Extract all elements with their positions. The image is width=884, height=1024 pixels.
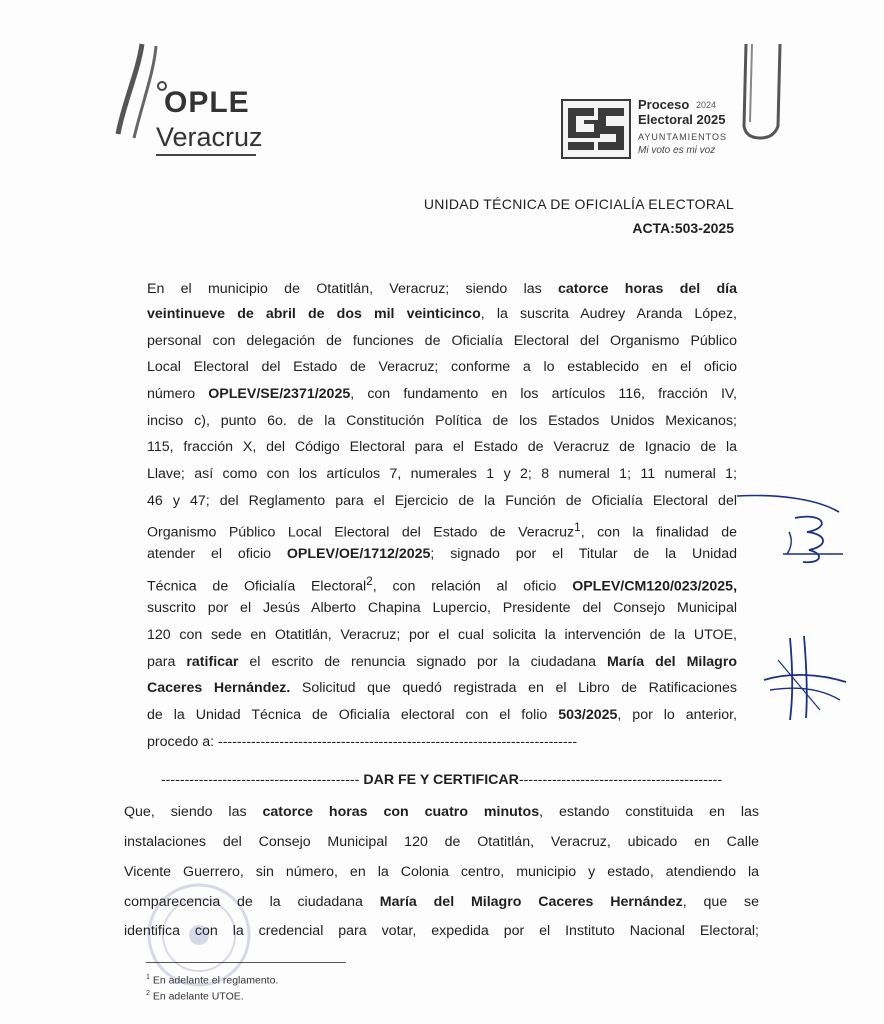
footnote-1: $^1$ En adelante el reglamento. <box>146 974 279 987</box>
ople-logo-text: OPLE <box>164 86 250 119</box>
body-line: 46 y 47; del Reglamento para el Ejercicio de la Función de Oficialía Electoral del <box>147 493 737 509</box>
body-line: En el municipio de Otatitlán, Veracruz; siendo las catorce horas del día <box>147 281 737 297</box>
body-line: instalaciones del Consejo Municipal 120 de Otatitlán, Veracruz, ubicado en Calle <box>124 834 759 850</box>
body-line: comparecencia de la ciudadana María del Milagro Caceres Hernández, que se <box>124 894 760 910</box>
unit-title: UNIDAD TÉCNICA DE OFICIALÍA ELECTORAL <box>423 196 734 212</box>
signature-mark-icon <box>735 488 845 578</box>
body-line: atender el oficio OPLEV/OE/1712/2025; signado por el Titular de la Unidad <box>147 546 738 562</box>
body-line: número OPLEV/SE/2371/2025, con fundamento en los artículos 116, fracción IV, <box>147 386 738 402</box>
body-line: 120 con sede en Otatitlán, Veracruz; por el cual solicita la intervención de la UTOE, <box>147 627 737 643</box>
body-line: Llave; así como con los artículos 7, numerales 1 y 2; 8 numeral 1; 11 numeral 1; <box>147 466 737 482</box>
body-line: Técnica de Oficialía Electoral$^2$, con relación al oficio OPLEV/CM120/023/2025, <box>147 574 738 595</box>
logo-slogan-text: Mi voto es mi voz <box>638 145 716 156</box>
body-line: Local Electoral del Estado de Veracruz; conforme a lo establecido en el oficio <box>147 359 737 375</box>
veracruz-logo-text: Veracruz <box>156 122 263 152</box>
logo-electoral-text: Electoral 2025 <box>638 112 726 127</box>
body-line: Organismo Público Local Electoral del Estado de Veracruz$^1$, con la finalidad de <box>147 520 737 541</box>
body-line: Que, siendo las catorce horas con cuatro minutos, estando constituida en las <box>124 804 759 820</box>
body-line: Caceres Hernández. Solicitud que quedó registrada en el Libro de Ratificaciones <box>147 680 737 696</box>
body-line: identifica con la credencial para votar, expedida por el Instituto Nacional Electoral; <box>124 923 759 939</box>
decorative-bracket-icon <box>738 42 784 142</box>
body-line: para ratificar el escrito de renuncia signado por la ciudadana María del Milagro <box>147 654 738 670</box>
logo-ayuntamientos-text: AYUNTAMIENTOS <box>638 132 728 142</box>
logo-proceso-text: Proceso <box>638 97 690 112</box>
ople-veracruz-logo <box>112 42 272 167</box>
section-heading: ------------------------------------------ DAR FE Y CERTIFICAR------------------------------------------- <box>160 772 723 788</box>
body-line: Vicente Guerrero, sin número, en la Colonia centro, municipio y estado, atendiendo la <box>124 864 759 880</box>
body-line: suscrito por el Jesús Alberto Chapina Lupercio, Presidente del Consejo Municipal <box>147 600 737 616</box>
seal-stamp-icon <box>142 880 257 990</box>
footnote-2: $^2$ En adelante UTOE. <box>146 990 244 1003</box>
body-line: de la Unidad Técnica de Oficialía electoral con el folio 503/2025, por lo anterior, <box>147 707 737 723</box>
proceso-emblem-icon <box>560 98 632 160</box>
body-line: procedo a: ---------------------------------------------------------------------------- <box>147 734 578 750</box>
footnote-ref: 2 <box>366 574 373 588</box>
footnote-ref: 1 <box>574 520 581 534</box>
body-line: 115, fracción X, del Código Electoral para el Estado de Veracruz de Ignacio de la <box>147 439 737 455</box>
logo-year-text: 2024 <box>696 100 717 110</box>
signature-initials-icon <box>760 630 850 725</box>
proceso-electoral-logo <box>560 98 760 168</box>
body-line: veintinueve de abril de dos mil veinticinco, la suscrita Audrey Aranda López, <box>147 306 737 322</box>
body-line: personal con delegación de funciones de Oficialía Electoral del Organismo Público <box>147 333 737 349</box>
acta-number: ACTA:503-2025 <box>632 220 734 236</box>
logo-underline <box>156 154 256 156</box>
body-line: inciso c), punto 6o. de la Constitución Política de los Estados Unidos Mexicanos; <box>147 413 737 429</box>
